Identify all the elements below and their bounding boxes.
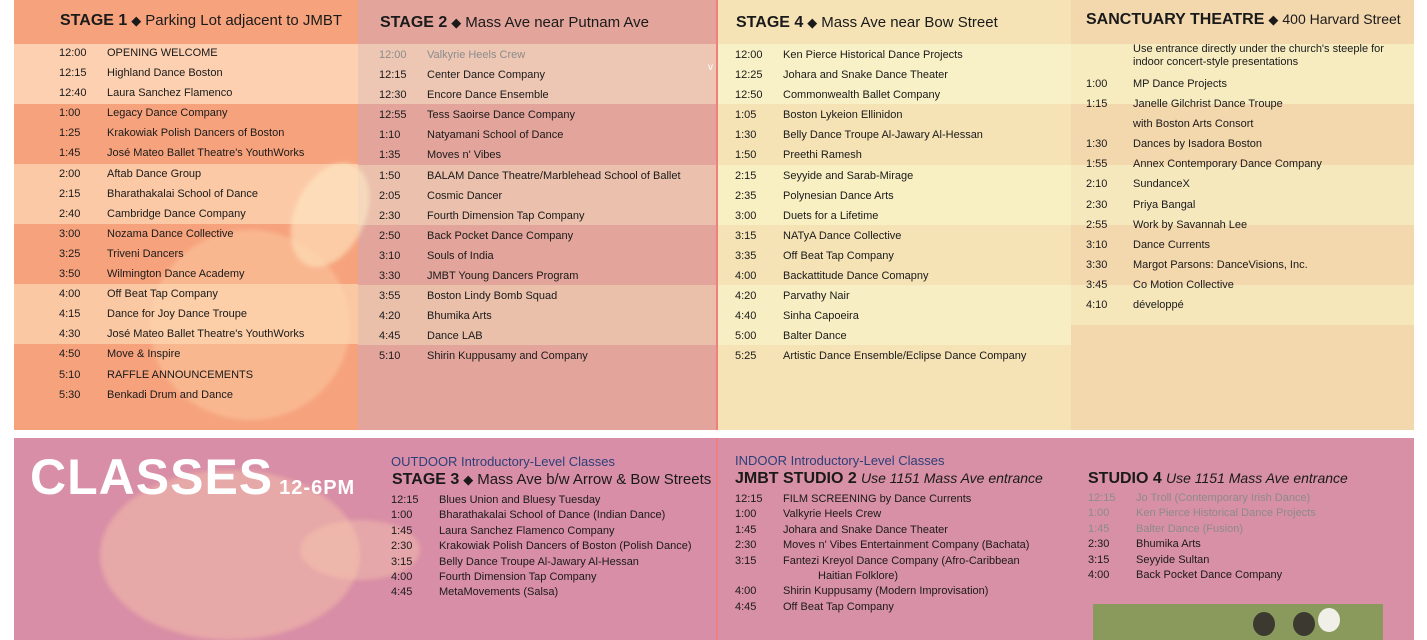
row-time: 3:50 xyxy=(59,268,81,281)
row-time: 12:50 xyxy=(735,89,763,102)
row-time: 4:45 xyxy=(735,600,757,613)
row-time: 3:10 xyxy=(379,249,401,262)
row-name: MetaMovements (Salsa) xyxy=(439,586,559,599)
row-name: FILM SCREENING by Dance Currents xyxy=(783,493,972,505)
schedule-row xyxy=(59,204,354,224)
schedule-row xyxy=(59,365,354,385)
row-time: 12:00 xyxy=(735,49,763,61)
row-time: 12:15 xyxy=(391,494,419,506)
stage1-label: STAGE 1 xyxy=(60,12,128,29)
row-name: Move & Inspire xyxy=(107,348,181,361)
row-name: Moves n' Vibes Entertainment Company (Bachata) xyxy=(783,539,1030,552)
stage1-schedule xyxy=(59,43,354,405)
schedule-row xyxy=(379,306,709,326)
row-time: 4:40 xyxy=(735,310,757,323)
schedule-row xyxy=(1086,255,1406,275)
studio4-schedule xyxy=(1088,491,1408,583)
row-time: 5:10 xyxy=(379,350,401,363)
schedule-row xyxy=(379,246,709,266)
studio2-heading xyxy=(735,470,1043,488)
schedule-row xyxy=(1088,537,1408,552)
schedule-row xyxy=(735,554,1065,569)
row-name: développé xyxy=(1133,299,1184,312)
schedule-row xyxy=(1086,195,1406,215)
row-time: 12:15 xyxy=(1088,492,1116,504)
row-name: Commonwealth Ballet Company xyxy=(783,89,941,102)
row-time: 1:00 xyxy=(735,508,757,521)
row-name: Shirin Kuppusamy (Modern Improvisation) xyxy=(783,585,989,598)
row-name: Legacy Dance Company xyxy=(107,107,228,120)
sanctuary-heading xyxy=(1086,11,1401,29)
schedule-row xyxy=(735,45,1065,65)
row-time: 2:00 xyxy=(59,167,81,180)
schedule-row xyxy=(379,166,709,186)
schedule-row xyxy=(735,65,1065,85)
diamond-icon: ◆ xyxy=(463,472,474,487)
row-name: Wilmington Dance Academy xyxy=(107,268,245,281)
schedule-row xyxy=(1086,154,1406,174)
row-time: 3:00 xyxy=(59,227,81,240)
row-time: 12:30 xyxy=(379,89,407,102)
schedule-row xyxy=(1086,215,1406,235)
row-time: 12:25 xyxy=(735,69,763,82)
row-time: 5:25 xyxy=(735,350,757,363)
schedule-row xyxy=(391,493,711,508)
stage1-location: Parking Lot adjacent to JMBT xyxy=(145,12,343,29)
stage4-label: STAGE 4 xyxy=(736,14,804,31)
studio2-location: Use 1151 Mass Ave entrance xyxy=(860,470,1043,486)
row-time: 2:15 xyxy=(735,169,757,182)
row-name: Belly Dance Troupe Al-Jawary Al-Hessan xyxy=(439,555,639,568)
row-time: 4:00 xyxy=(1088,568,1110,581)
row-name: Duets for a Lifetime xyxy=(783,209,879,222)
classes-title-text: CLASSES xyxy=(30,449,274,505)
sanctuary-schedule xyxy=(1086,74,1406,315)
row-time: 2:35 xyxy=(735,189,757,202)
row-name: Bharathakalai School of Dance xyxy=(107,187,259,200)
row-name: Boston Lykeion Ellinidon xyxy=(783,109,903,122)
row-time: 4:00 xyxy=(59,288,81,301)
row-time: 1:45 xyxy=(735,523,757,536)
stage3-schedule xyxy=(391,493,711,601)
divider xyxy=(14,430,1414,438)
row-time: 12:55 xyxy=(379,109,407,122)
schedule-row xyxy=(379,105,709,125)
row-time: 2:30 xyxy=(1086,198,1108,211)
row-time: 1:10 xyxy=(379,129,401,142)
row-name: Krakowiak Polish Dancers of Boston (Polish Dance) xyxy=(439,540,692,553)
schedule-row xyxy=(59,123,354,143)
row-time: 4:50 xyxy=(59,348,81,361)
row-time: 1:00 xyxy=(1086,78,1108,90)
row-time: 2:30 xyxy=(391,540,413,553)
schedule-row xyxy=(1086,114,1406,134)
schedule-row xyxy=(391,555,711,570)
schedule-row xyxy=(59,103,354,123)
row-time: 3:55 xyxy=(379,290,401,303)
schedule-row xyxy=(59,324,354,344)
row-name: Aftab Dance Group xyxy=(107,167,202,180)
classes-title xyxy=(30,448,355,506)
schedule-row xyxy=(735,523,1065,538)
schedule-row xyxy=(735,600,1065,615)
schedule-row xyxy=(391,539,711,554)
schedule-row xyxy=(735,286,1065,306)
row-time: 3:35 xyxy=(735,249,757,262)
row-name: Jo Troll (Contemporary Irish Dance) xyxy=(1136,492,1311,504)
row-time: 12:15 xyxy=(379,69,407,82)
schedule-row xyxy=(735,346,1065,366)
row-name: Natyamani School of Dance xyxy=(427,129,564,142)
row-name: Fourth Dimension Tap Company xyxy=(439,570,597,583)
row-time: 4:00 xyxy=(735,585,757,598)
schedule-row xyxy=(735,326,1065,346)
row-time: 1:00 xyxy=(391,509,413,522)
row-name: Ken Pierce Historical Dance Projects xyxy=(783,49,963,61)
schedule-row xyxy=(1088,506,1408,521)
stage2-location: Mass Ave near Putnam Ave xyxy=(465,14,650,31)
row-time: 2:40 xyxy=(59,207,81,220)
schedule-row xyxy=(59,344,354,364)
row-name: Laura Sanchez Flamenco Company xyxy=(439,524,615,537)
row-time: 2:30 xyxy=(735,539,757,552)
outdoor-subtitle: OUTDOOR Introductory-Level Classes xyxy=(391,454,615,469)
row-name: Bharathakalai School of Dance (Indian Dance) xyxy=(439,509,666,522)
schedule-row xyxy=(59,164,354,184)
row-time: 4:45 xyxy=(379,330,401,343)
stage2-label: STAGE 2 xyxy=(380,14,448,31)
row-time: 1:00 xyxy=(1088,507,1110,520)
row-time: 2:15 xyxy=(59,187,81,200)
schedule-row xyxy=(391,585,711,600)
photo-face-shape xyxy=(1318,608,1340,632)
schedule-row xyxy=(379,266,709,286)
schedule-row xyxy=(735,125,1065,145)
schedule-row xyxy=(735,538,1065,553)
schedule-row xyxy=(735,85,1065,105)
stray-mark: v xyxy=(708,62,713,73)
row-name: Boston Lindy Bomb Squad xyxy=(427,290,558,303)
row-time: 3:15 xyxy=(735,229,757,242)
row-name: Fantezi Kreyol Dance Company (Afro-Caribbean xyxy=(783,554,1020,567)
row-time: 1:25 xyxy=(59,127,81,140)
classes-hours: 12-6PM xyxy=(279,477,356,499)
row-time: 3:15 xyxy=(1088,553,1110,566)
row-time: 12:40 xyxy=(59,87,87,100)
schedule-row xyxy=(379,65,709,85)
row-time: 4:00 xyxy=(391,570,413,583)
row-name: Parvathy Nair xyxy=(783,290,850,303)
row-name: Off Beat Tap Company xyxy=(783,249,894,262)
schedule-row xyxy=(59,385,354,405)
schedule-row xyxy=(735,145,1065,165)
row-time: 2:55 xyxy=(1086,218,1108,231)
stage3-heading xyxy=(392,471,711,489)
row-name: José Mateo Ballet Theatre's YouthWorks xyxy=(107,328,305,341)
schedule-row xyxy=(1088,553,1408,568)
schedule-row xyxy=(59,63,354,83)
row-time: 1:50 xyxy=(379,169,401,182)
studio4-heading xyxy=(1088,470,1348,488)
row-name: NATyA Dance Collective xyxy=(783,229,902,242)
row-time: 12:00 xyxy=(379,49,407,61)
row-time: 12:15 xyxy=(59,67,87,80)
row-time: 3:10 xyxy=(1086,238,1108,251)
stage4-location: Mass Ave near Bow Street xyxy=(821,14,998,31)
row-time: 5:30 xyxy=(59,388,81,401)
schedule-row xyxy=(391,508,711,523)
row-name: Co Motion Collective xyxy=(1133,278,1234,291)
row-name: Janelle Gilchrist Dance Troupe xyxy=(1133,98,1283,111)
row-time: 1:30 xyxy=(735,129,757,142)
row-name: Off Beat Tap Company xyxy=(783,600,894,613)
row-time: 1:45 xyxy=(59,147,81,160)
schedule-row xyxy=(59,143,354,163)
sanctuary-note-line: indoor concert-style presentations xyxy=(1133,56,1299,68)
photo-face-shape xyxy=(1253,612,1275,636)
schedule-row xyxy=(59,83,354,103)
schedule-row xyxy=(59,244,354,264)
row-time: 4:45 xyxy=(391,586,413,599)
row-name: Artistic Dance Ensemble/Eclipse Dance Company xyxy=(783,350,1027,363)
row-name: Dance for Joy Dance Troupe xyxy=(107,308,248,321)
row-name: Backattitude Dance Comapny xyxy=(783,270,929,283)
schedule-row xyxy=(735,584,1065,599)
schedule-row xyxy=(379,186,709,206)
row-time: 1:50 xyxy=(735,149,757,162)
stage3-label: STAGE 3 xyxy=(392,471,460,488)
row-name: Cambridge Dance Company xyxy=(107,207,246,220)
row-name: Bhumika Arts xyxy=(427,310,492,323)
row-name: Bhumika Arts xyxy=(1136,538,1201,551)
row-name: OPENING WELCOME xyxy=(107,47,218,59)
row-time: 1:00 xyxy=(59,107,81,120)
row-name: Johara and Snake Dance Theater xyxy=(783,523,948,536)
schedule-row xyxy=(1086,275,1406,295)
schedule-row xyxy=(379,206,709,226)
row-name: Valkyrie Heels Crew xyxy=(427,49,526,61)
row-time: 5:10 xyxy=(59,368,81,381)
row-time: 2:05 xyxy=(379,189,401,202)
diamond-icon: ◆ xyxy=(1268,12,1279,27)
schedule-row xyxy=(1086,94,1406,114)
row-name: Balter Dance (Fusion) xyxy=(1136,522,1243,535)
schedule-row xyxy=(379,85,709,105)
row-time: 2:30 xyxy=(379,209,401,222)
row-time: 3:30 xyxy=(1086,258,1108,271)
studio4-label: STUDIO 4 xyxy=(1088,470,1162,487)
row-time: 1:55 xyxy=(1086,158,1108,171)
row-time: 3:15 xyxy=(735,554,757,567)
row-name: Johara and Snake Dance Theater xyxy=(783,69,948,82)
row-name: Dance Currents xyxy=(1133,238,1211,251)
studio4-location: Use 1151 Mass Ave entrance xyxy=(1165,470,1348,486)
row-name: Laura Sanchez Flamenco xyxy=(107,87,233,100)
schedule-row xyxy=(379,125,709,145)
row-time: 1:45 xyxy=(1088,522,1110,535)
schedule-row xyxy=(379,326,709,346)
schedule-row xyxy=(735,569,1065,584)
row-time: 4:00 xyxy=(735,270,757,283)
row-time: 1:30 xyxy=(1086,138,1108,151)
diamond-icon: ◆ xyxy=(451,15,462,30)
diamond-icon: ◆ xyxy=(807,15,818,30)
schedule-row xyxy=(1088,491,1408,506)
schedule-row xyxy=(735,206,1065,226)
row-name: Seyyide Sultan xyxy=(1136,553,1210,566)
row-time: 3:45 xyxy=(1086,278,1108,291)
photo-face-shape xyxy=(1293,612,1315,636)
schedule-row xyxy=(735,226,1065,246)
row-name: Souls of India xyxy=(427,249,494,262)
row-name: Back Pocket Dance Company xyxy=(427,229,574,242)
row-name: Sinha Capoeira xyxy=(783,310,859,323)
row-name: Triveni Dancers xyxy=(107,247,184,260)
row-name: Preethi Ramesh xyxy=(783,149,862,162)
studio2-schedule xyxy=(735,492,1065,615)
schedule-row xyxy=(1088,522,1408,537)
row-name: Dance LAB xyxy=(427,330,483,343)
row-time: 4:20 xyxy=(379,310,401,323)
schedule-row xyxy=(379,286,709,306)
row-name: Krakowiak Polish Dancers of Boston xyxy=(107,127,285,140)
schedule-row xyxy=(1086,74,1406,94)
row-name: Cosmic Dancer xyxy=(427,189,503,202)
stage4-heading xyxy=(736,14,998,32)
row-name: Encore Dance Ensemble xyxy=(427,89,549,102)
stage2-schedule xyxy=(379,45,709,367)
row-name: Annex Contemporary Dance Company xyxy=(1133,158,1322,171)
row-time: 1:45 xyxy=(391,524,413,537)
row-name: Benkadi Drum and Dance xyxy=(107,388,233,401)
row-name: Haitian Folklore) xyxy=(818,569,899,582)
sanctuary-note xyxy=(1133,43,1408,69)
schedule-row xyxy=(59,304,354,324)
schedule-row xyxy=(59,284,354,304)
row-name: Off Beat Tap Company xyxy=(107,288,218,301)
studio2-label: JMBT STUDIO 2 xyxy=(735,470,857,487)
diamond-icon: ◆ xyxy=(131,13,142,28)
schedule-row xyxy=(379,346,709,366)
row-name: Center Dance Company xyxy=(427,69,546,82)
row-time: 12:15 xyxy=(735,493,763,505)
sanctuary-location: 400 Harvard Street xyxy=(1282,11,1401,27)
schedule-row xyxy=(379,145,709,165)
row-name: with Boston Arts Consort xyxy=(1133,118,1254,131)
row-name: Belly Dance Troupe Al-Jawary Al-Hessan xyxy=(783,129,983,142)
row-name: Shirin Kuppusamy and Company xyxy=(427,350,588,363)
row-time: 2:50 xyxy=(379,229,401,242)
row-name: MP Dance Projects xyxy=(1133,78,1227,90)
schedule-row xyxy=(1086,235,1406,255)
row-time: 4:10 xyxy=(1086,299,1108,312)
schedule-row xyxy=(735,246,1065,266)
row-name: José Mateo Ballet Theatre's YouthWorks xyxy=(107,147,305,160)
row-name: SundanceX xyxy=(1133,178,1190,191)
row-name: Valkyrie Heels Crew xyxy=(783,508,882,521)
row-time: 4:15 xyxy=(59,308,81,321)
row-time: 5:00 xyxy=(735,330,757,343)
schedule-row xyxy=(379,226,709,246)
row-name: Margot Parsons: DanceVisions, Inc. xyxy=(1133,258,1308,271)
schedule-row xyxy=(379,45,709,65)
row-name: Back Pocket Dance Company xyxy=(1136,568,1283,581)
row-name: Balter Dance xyxy=(783,330,847,343)
row-name: Tess Saoirse Dance Company xyxy=(427,109,575,122)
schedule-row xyxy=(735,266,1065,286)
schedule-row xyxy=(735,492,1065,507)
row-time: 2:30 xyxy=(1088,538,1110,551)
row-time: 12:00 xyxy=(59,47,87,59)
schedule-row xyxy=(735,306,1065,326)
schedule-row xyxy=(59,43,354,63)
schedule-row xyxy=(391,524,711,539)
row-time: 3:00 xyxy=(735,209,757,222)
schedule-row xyxy=(735,105,1065,125)
sanctuary-note-line: Use entrance directly under the church's steeple for xyxy=(1133,43,1384,55)
row-name: JMBT Young Dancers Program xyxy=(427,270,579,283)
row-name: Fourth Dimension Tap Company xyxy=(427,209,585,222)
row-time: 3:25 xyxy=(59,247,81,260)
row-name: Polynesian Dance Arts xyxy=(783,189,894,202)
row-time: 3:30 xyxy=(379,270,401,283)
row-name: Seyyide and Sarab-Mirage xyxy=(783,169,914,182)
row-time: 1:05 xyxy=(735,109,757,122)
schedule-row xyxy=(59,184,354,204)
schedule-row xyxy=(735,186,1065,206)
row-name: BALAM Dance Theatre/Marblehead School of Ballet xyxy=(427,169,681,182)
row-name: Blues Union and Bluesy Tuesday xyxy=(439,494,601,506)
row-time: 3:15 xyxy=(391,555,413,568)
row-name: RAFFLE ANNOUNCEMENTS xyxy=(107,368,254,381)
stage2-heading xyxy=(380,14,649,32)
schedule-row xyxy=(1088,568,1408,583)
row-name: Work by Savannah Lee xyxy=(1133,218,1248,231)
schedule-row xyxy=(735,166,1065,186)
schedule-row xyxy=(1086,134,1406,154)
row-name: Highland Dance Boston xyxy=(107,67,223,80)
stage1-heading xyxy=(60,12,342,30)
row-name: Dances by Isadora Boston xyxy=(1133,138,1263,151)
row-name: Ken Pierce Historical Dance Projects xyxy=(1136,507,1316,520)
schedule-row xyxy=(1086,174,1406,194)
row-name: Moves n' Vibes xyxy=(427,149,502,162)
schedule-row xyxy=(1086,295,1406,315)
row-time: 1:35 xyxy=(379,149,401,162)
stage3-location: Mass Ave b/w Arrow & Bow Streets xyxy=(477,471,712,488)
schedule-row xyxy=(59,224,354,244)
schedule-row xyxy=(391,570,711,585)
row-time: 4:20 xyxy=(735,290,757,303)
dancers-photo xyxy=(1093,604,1383,640)
row-name: Nozama Dance Collective xyxy=(107,227,234,240)
indoor-subtitle: INDOOR Introductory-Level Classes xyxy=(735,453,945,468)
row-time: 4:30 xyxy=(59,328,81,341)
row-name: Priya Bangal xyxy=(1133,198,1196,211)
stage4-schedule xyxy=(735,45,1065,367)
schedule-row xyxy=(59,264,354,284)
row-time: 2:10 xyxy=(1086,178,1108,191)
sanctuary-label: SANCTUARY THEATRE xyxy=(1086,11,1265,28)
schedule-row xyxy=(735,507,1065,522)
row-time: 1:15 xyxy=(1086,98,1108,111)
